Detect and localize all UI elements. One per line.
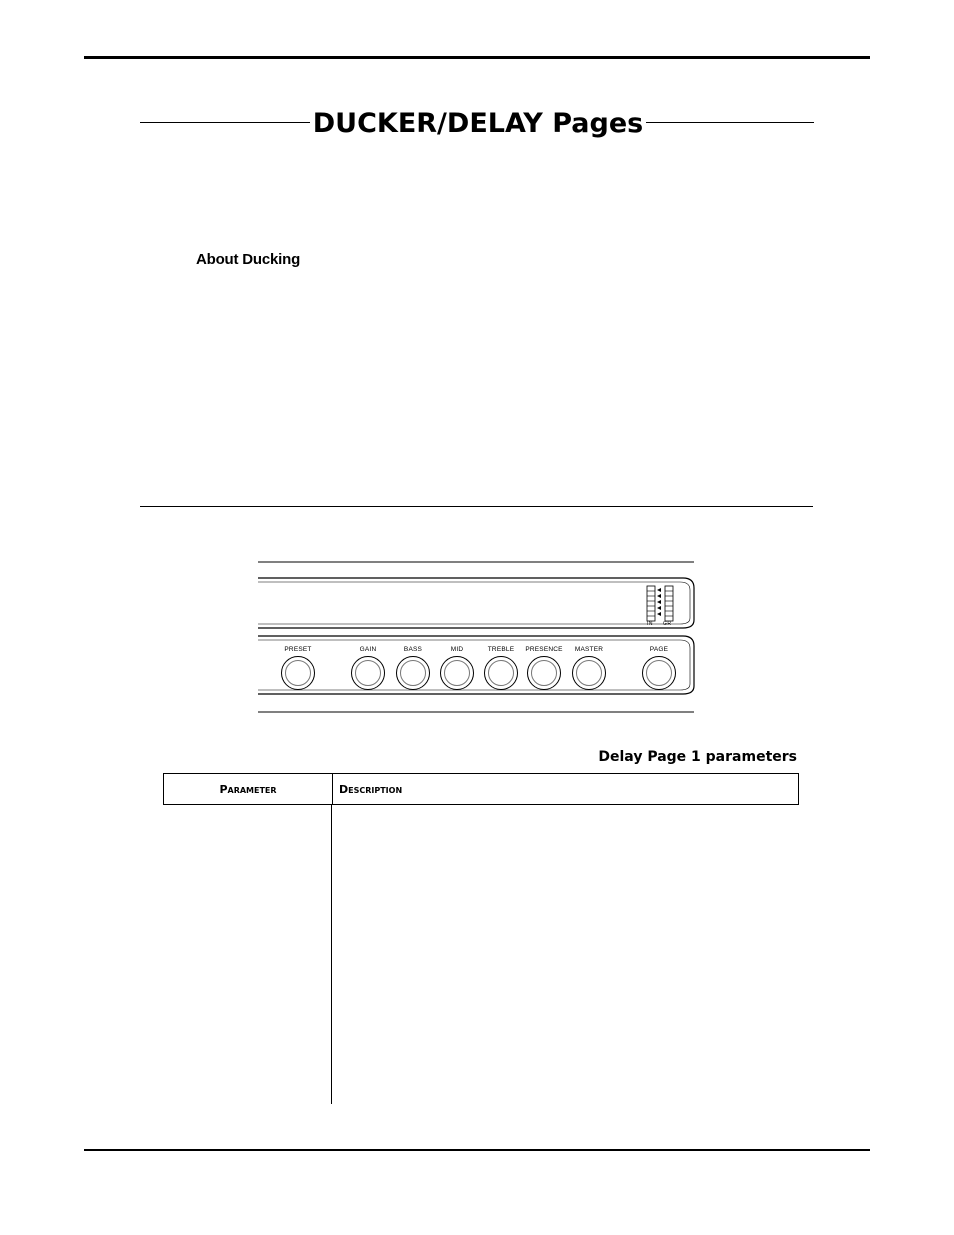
preset-knob[interactable] — [281, 656, 315, 690]
knob-label-bass: BASS — [403, 646, 423, 653]
in-meter-icon — [647, 586, 655, 621]
gr-meter-icon — [657, 586, 673, 621]
page-title: DUCKER/DELAY Pages — [312, 108, 644, 139]
top-rule — [84, 56, 870, 59]
gain-knob[interactable] — [351, 656, 385, 690]
presence-knob[interactable] — [527, 656, 561, 690]
knob-label-presence: PRESENCE — [525, 646, 563, 653]
bottom-rule — [84, 1149, 870, 1151]
section-divider — [140, 506, 813, 507]
treble-knob[interactable] — [484, 656, 518, 690]
knob-label-mid: MID — [450, 646, 464, 653]
mid-knob[interactable] — [440, 656, 474, 690]
table-column-divider — [331, 804, 332, 1104]
about-ducking-heading: About Ducking — [196, 251, 301, 268]
column-header-description: Description — [339, 782, 403, 796]
master-knob[interactable] — [572, 656, 606, 690]
title-line-left — [140, 122, 310, 123]
title-line-right — [646, 122, 814, 123]
amp-panel-outline — [258, 560, 698, 716]
knob-label-page: PAGE — [649, 646, 669, 653]
parameter-table-header — [163, 773, 799, 805]
bass-knob[interactable] — [396, 656, 430, 690]
knob-label-master: MASTER — [574, 646, 604, 653]
knob-label-preset: PRESET — [284, 646, 312, 653]
knob-label-gain: GAIN — [359, 646, 377, 653]
page-knob[interactable] — [642, 656, 676, 690]
column-header-parameter: Parameter — [164, 774, 333, 804]
meter-label-in: IN — [647, 621, 653, 627]
meter-label-gr: GR — [663, 621, 672, 627]
amp-panel-illustration — [258, 560, 698, 716]
table-caption: Delay Page 1 parameters — [598, 749, 797, 765]
knob-label-treble: TREBLE — [487, 646, 515, 653]
